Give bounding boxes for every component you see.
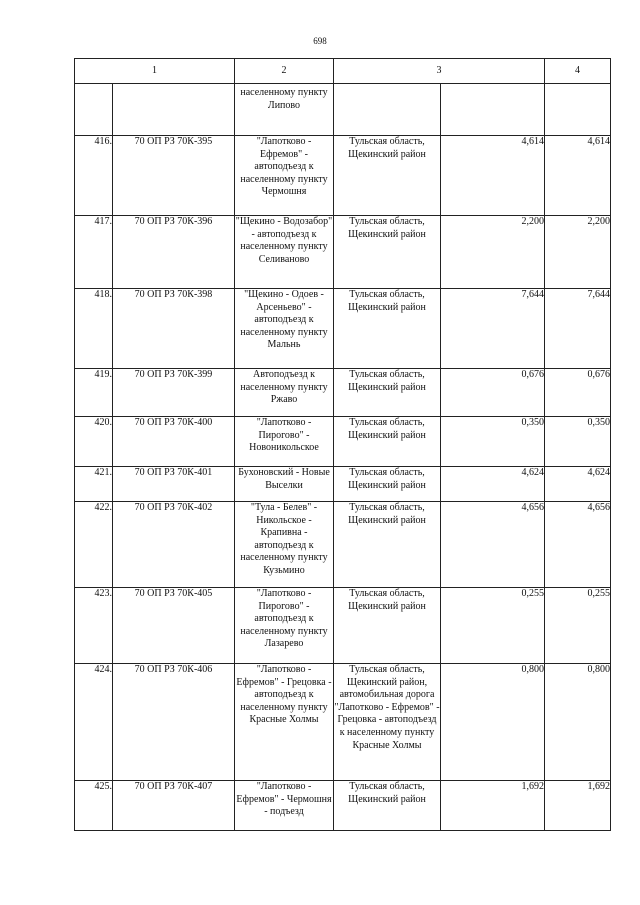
cell-code bbox=[113, 84, 235, 136]
cell-name: "Лапотково - Ефремов" - автоподъезд к населенному пункту Чермошня bbox=[235, 136, 334, 216]
cell-code: 70 ОП РЗ 70К-402 bbox=[113, 502, 235, 588]
cell-length-regional bbox=[545, 84, 611, 136]
cell-num: 422. bbox=[75, 502, 113, 588]
roads-table bbox=[74, 58, 611, 831]
table-row bbox=[75, 664, 611, 781]
cell-length-regional: 4,656 bbox=[545, 502, 611, 588]
cell-length-regional: 1,692 bbox=[545, 781, 611, 831]
cell-name: "Лапотково - Пирогово" - автоподъезд к населенному пункту Лазарево bbox=[235, 588, 334, 664]
table-row bbox=[75, 369, 611, 417]
cell-length-total: 0,676 bbox=[441, 369, 545, 417]
cell-location: Тульская область, Щекинский район bbox=[334, 369, 441, 417]
cell-num: 419. bbox=[75, 369, 113, 417]
cell-name: "Щекино - Водозабор" - автоподъезд к населенному пункту Селиваново bbox=[235, 216, 334, 289]
page-number: 698 bbox=[313, 36, 327, 46]
cell-name: "Лапотково - Ефремов" - Грецовка - автоподъезд к населенному пункту Красные Холмы bbox=[235, 664, 334, 781]
cell-num: 418. bbox=[75, 289, 113, 369]
continuation-row bbox=[75, 84, 611, 136]
cell-name: Автоподъезд к населенному пункту Ржаво bbox=[235, 369, 334, 417]
cell-location: Тульская область, Щекинский район, автомобильная дорога "Лапотково - Ефремов" - Грецовка - автоподъезд к населенному пункту Красные Холмы bbox=[334, 664, 441, 781]
cell-length-regional: 0,255 bbox=[545, 588, 611, 664]
header-col-1: 1 bbox=[75, 59, 235, 84]
cell-length-total: 0,350 bbox=[441, 417, 545, 467]
table-row bbox=[75, 502, 611, 588]
cell-num: 417. bbox=[75, 216, 113, 289]
cell-length-total: 4,614 bbox=[441, 136, 545, 216]
cell-length-regional: 4,624 bbox=[545, 467, 611, 502]
cell-length-total: 0,255 bbox=[441, 588, 545, 664]
cell-num: 420. bbox=[75, 417, 113, 467]
cell-length-total bbox=[441, 84, 545, 136]
table-row bbox=[75, 136, 611, 216]
header-col-4: 4 bbox=[545, 59, 611, 84]
table-row bbox=[75, 781, 611, 831]
header-col-2: 2 bbox=[235, 59, 334, 84]
cell-length-total: 4,624 bbox=[441, 467, 545, 502]
cell-location: Тульская область, Щекинский район bbox=[334, 289, 441, 369]
cell-length-total: 7,644 bbox=[441, 289, 545, 369]
cell-name: населенному пункту Липово bbox=[235, 84, 334, 136]
cell-code: 70 ОП РЗ 70К-405 bbox=[113, 588, 235, 664]
cell-name: Бухоновский - Новые Выселки bbox=[235, 467, 334, 502]
cell-code: 70 ОП РЗ 70К-407 bbox=[113, 781, 235, 831]
cell-num bbox=[75, 84, 113, 136]
cell-location: Тульская область, Щекинский район bbox=[334, 467, 441, 502]
cell-length-total: 4,656 bbox=[441, 502, 545, 588]
cell-length-regional: 7,644 bbox=[545, 289, 611, 369]
cell-location: Тульская область, Щекинский район bbox=[334, 502, 441, 588]
cell-num: 425. bbox=[75, 781, 113, 831]
cell-code: 70 ОП РЗ 70К-396 bbox=[113, 216, 235, 289]
cell-location: Тульская область, Щекинский район bbox=[334, 781, 441, 831]
cell-location: Тульская область, Щекинский район bbox=[334, 136, 441, 216]
cell-length-regional: 0,350 bbox=[545, 417, 611, 467]
table-row bbox=[75, 289, 611, 369]
cell-code: 70 ОП РЗ 70К-399 bbox=[113, 369, 235, 417]
cell-code: 70 ОП РЗ 70К-406 bbox=[113, 664, 235, 781]
table-row bbox=[75, 467, 611, 502]
table-row bbox=[75, 588, 611, 664]
cell-num: 421. bbox=[75, 467, 113, 502]
cell-location: Тульская область, Щекинский район bbox=[334, 417, 441, 467]
cell-num: 416. bbox=[75, 136, 113, 216]
header-row bbox=[75, 59, 611, 84]
cell-code: 70 ОП РЗ 70К-400 bbox=[113, 417, 235, 467]
cell-num: 424. bbox=[75, 664, 113, 781]
cell-location: Тульская область, Щекинский район bbox=[334, 216, 441, 289]
cell-length-total: 2,200 bbox=[441, 216, 545, 289]
cell-length-regional: 0,676 bbox=[545, 369, 611, 417]
cell-length-total: 1,692 bbox=[441, 781, 545, 831]
cell-length-regional: 2,200 bbox=[545, 216, 611, 289]
cell-name: "Лапотково - Пирогово" - Новоникольское bbox=[235, 417, 334, 467]
table-row bbox=[75, 417, 611, 467]
header-col-3: 3 bbox=[334, 59, 545, 84]
cell-name: "Лапотково - Ефремов" - Чермошня - подъезд bbox=[235, 781, 334, 831]
cell-name: "Тула - Белев" - Никольское - Крапивна - автоподъезд к населенному пункту Кузьмино bbox=[235, 502, 334, 588]
table-row bbox=[75, 216, 611, 289]
cell-length-regional: 4,614 bbox=[545, 136, 611, 216]
cell-length-total: 0,800 bbox=[441, 664, 545, 781]
cell-code: 70 ОП РЗ 70К-395 bbox=[113, 136, 235, 216]
cell-length-regional: 0,800 bbox=[545, 664, 611, 781]
cell-location bbox=[334, 84, 441, 136]
cell-location: Тульская область, Щекинский район bbox=[334, 588, 441, 664]
cell-name: "Щекино - Одоев - Арсеньево" - автоподъезд к населенному пункту Мальнь bbox=[235, 289, 334, 369]
cell-code: 70 ОП РЗ 70К-401 bbox=[113, 467, 235, 502]
cell-code: 70 ОП РЗ 70К-398 bbox=[113, 289, 235, 369]
cell-num: 423. bbox=[75, 588, 113, 664]
